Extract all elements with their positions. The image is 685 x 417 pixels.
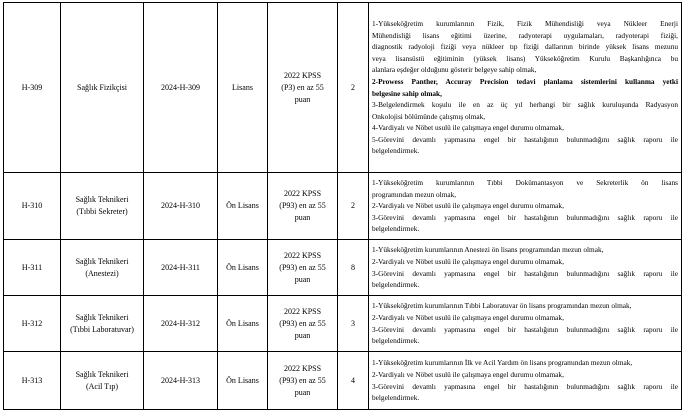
requirement-line: alanlara eşdeğer olduğunu gösterir belgeye sahip olmak, xyxy=(372,65,537,75)
table-row xyxy=(4,240,682,296)
position-code: H-313 xyxy=(4,352,61,410)
requirement-line: belgelendirmek. xyxy=(372,280,420,290)
requirement-line: 3-Görevini devamlı yapmasına engel bir hastalığının bulunmadığını sağlık raporu ile xyxy=(372,212,678,222)
requirement-line: 3-Belgelendirmek koşulu ile en az üç yıl herhangi bir sağlık kuruluşunda Radyasyon xyxy=(372,100,678,110)
table-row xyxy=(4,352,682,410)
position-number: 2024-H-310 xyxy=(144,173,218,240)
position-title-line: (Tıbbi Sekreter) xyxy=(76,207,128,216)
kpss-line: 2022 KPSS xyxy=(283,363,322,373)
position-code: H-310 xyxy=(4,173,61,240)
kpss-line: (P93) en az 55 xyxy=(279,201,326,210)
position-count: 8 xyxy=(338,240,369,296)
table-row xyxy=(4,173,682,240)
kpss-requirement xyxy=(268,296,338,352)
kpss-line: 2022 KPSS xyxy=(283,306,322,316)
requirement-line: 1-Yükseköğretim kurumlarının Tıbbi Laboratuvar ön lisans programından mezun olmak, xyxy=(372,301,632,311)
requirement-line: belgelendirmek. xyxy=(372,146,420,156)
position-title xyxy=(61,173,144,240)
kpss-line: puan xyxy=(294,94,311,104)
kpss-line: (P3) en az 55 xyxy=(281,82,324,92)
requirements xyxy=(369,296,682,352)
position-count: 4 xyxy=(338,352,369,410)
requirement-line: belgelendirmek. xyxy=(372,224,420,234)
requirement-line: 1-Yükseköğretim kurumlarının Anestezi ön lisans programından mezun olmak, xyxy=(372,245,604,255)
requirement-line: 1-Yükseköğretim kurumlarının Fizik, Fizik Mühendisliği veya Nükleer Enerji xyxy=(372,19,678,29)
position-title-line: Sağlık Fizikçisi xyxy=(77,82,127,92)
kpss-requirement xyxy=(268,240,338,296)
position-title-line: Sağlık Teknikeri xyxy=(75,256,129,266)
requirement-line: 3-Görevini devamlı yapmasına engel bir hastalığının bulunmadığını sağlık raporu ile xyxy=(372,324,678,334)
kpss-line: puan xyxy=(294,213,311,222)
kpss-line: (P93) en az 55 xyxy=(279,375,326,385)
position-number: 2024-H-311 xyxy=(144,240,218,296)
requirement-line: diagnostik radyoloji fiziği veya nükleer tıp fiziği dallarının birinde yüksek lisans mezunu xyxy=(372,42,678,52)
table-row xyxy=(4,3,682,173)
education-level: Lisans xyxy=(218,3,268,173)
position-title-line: Sağlık Teknikeri xyxy=(75,369,129,379)
requirement-line: 3-Görevini devamlı yapmasına engel bir hastalığının bulunmadığını sağlık raporu ile xyxy=(372,268,678,278)
requirement-line: 5-Görevini devamlı yapmasına engel bir hastalığının bulunmadığını sağlık raporu ile xyxy=(372,134,678,144)
requirement-line: 2-Vardiyalı ve Nöbet usulü ile çalışmaya engel durumu olmamak, xyxy=(372,369,564,379)
kpss-line: puan xyxy=(294,330,311,340)
kpss-line: 2022 KPSS xyxy=(283,250,322,260)
requirement-line: Mühendisliği lisans eğitimi üzerine, radyoterapi uygulamaları, radyoterapi fiziği, xyxy=(372,30,678,40)
position-code: H-309 xyxy=(4,3,61,173)
position-count: 3 xyxy=(338,296,369,352)
position-title-line: Sağlık Teknikeri xyxy=(75,312,129,322)
requirements xyxy=(369,352,682,410)
position-title-line: Sağlık Teknikeri xyxy=(75,195,129,204)
requirement-line: belgelendirmek. xyxy=(372,393,420,403)
requirement-line: 2-Prowess Panther, Accuray Precision tedavi planlama sistemlerini kullanma yetki xyxy=(372,76,678,86)
kpss-line: 2022 KPSS xyxy=(283,189,322,198)
education-level: Ön Lisans xyxy=(218,296,268,352)
position-count: 2 xyxy=(338,3,369,173)
education-level: Ön Lisans xyxy=(218,173,268,240)
kpss-requirement xyxy=(268,173,338,240)
education-level: Ön Lisans xyxy=(218,352,268,410)
positions-table xyxy=(3,2,682,410)
position-title xyxy=(61,352,144,410)
kpss-line: puan xyxy=(294,274,311,284)
requirements xyxy=(369,173,682,240)
position-number: 2024-H-313 xyxy=(144,352,218,410)
kpss-line: (P93) en az 55 xyxy=(279,262,326,272)
requirement-line: Onkolojisi bölümünde çalışmış olmak, xyxy=(372,111,486,121)
table-row xyxy=(4,296,682,352)
requirement-line: veya lisansüstü eğitiminin (yüksek lisans) Yükseköğretim Kurulu Başkanlığınca bu xyxy=(372,53,678,63)
requirement-line: belgelendirmek. xyxy=(372,336,420,346)
position-title xyxy=(61,240,144,296)
kpss-requirement xyxy=(268,3,338,173)
position-number: 2024-H-309 xyxy=(144,3,218,173)
position-count: 2 xyxy=(338,173,369,240)
kpss-line: puan xyxy=(294,387,311,397)
requirements xyxy=(369,3,682,173)
position-title-line: (Tıbbi Laboratuvar) xyxy=(70,324,134,334)
requirement-line: 1-Yükseköğretim kurumlarının İlk ve Acil Yardım ön lisans programından mezun olmak, xyxy=(372,358,633,368)
requirement-line: 2-Vardiyalı ve Nöbet usulü ile çalışmaya engel durumu olmamak, xyxy=(372,312,564,322)
requirement-line: belgesine sahip olmak, xyxy=(372,88,442,98)
position-title xyxy=(61,3,144,173)
requirement-line: 4-Vardiyalı ve Nöbet usulü ile çalışmaya engel durumu olmamak, xyxy=(372,123,564,133)
requirement-line: 2-Vardiyalı ve Nöbet usulü ile çalışmaya engel durumu olmamak, xyxy=(372,256,564,266)
position-code: H-311 xyxy=(4,240,61,296)
requirement-line: programından mezun olmak, xyxy=(372,189,457,199)
requirement-line: 1-Yükseköğretim kurumlarının Tıbbi Dokümantasyon ve Sekreterlik ön lisans xyxy=(372,178,678,188)
kpss-requirement xyxy=(268,352,338,410)
kpss-line: (P93) en az 55 xyxy=(279,318,326,328)
position-title-line: (Acil Tıp) xyxy=(85,381,119,391)
position-code: H-312 xyxy=(4,296,61,352)
requirement-line: 2-Vardiyalı ve Nöbet usulü ile çalışmaya engel durumu olmamak, xyxy=(372,201,564,211)
position-number: 2024-H-312 xyxy=(144,296,218,352)
education-level: Ön Lisans xyxy=(218,240,268,296)
position-title xyxy=(61,296,144,352)
kpss-line: 2022 KPSS xyxy=(283,70,322,80)
position-title-line: (Anestezi) xyxy=(85,268,119,278)
requirement-line: 3-Görevini devamlı yapmasına engel bir hastalığının bulunmadığını sağlık raporu ile xyxy=(372,381,678,391)
requirements xyxy=(369,240,682,296)
